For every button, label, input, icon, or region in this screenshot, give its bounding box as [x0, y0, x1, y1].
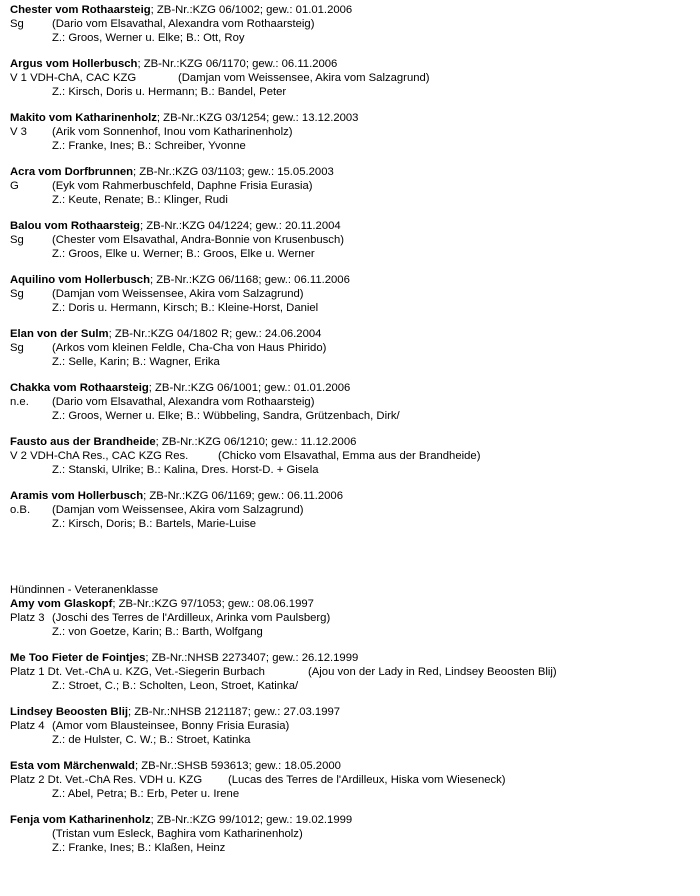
parents: (Amor vom Blausteinsee, Bonny Frisia Eurasia) [52, 720, 290, 732]
grade: o.B. [10, 504, 31, 516]
parents: (Damjan vom Weissensee, Akira vom Salzagrund) [178, 72, 430, 84]
grade: G [10, 180, 19, 192]
registration: ; ZB-Nr.:NHSB 2273407; gew.: 26.12.1999 [145, 652, 359, 664]
grade: Platz 4 [10, 720, 45, 732]
registration: ; ZB-Nr.:NHSB 2121187; gew.: 27.03.1997 [128, 706, 341, 718]
dog-entry-aramis [10, 489, 690, 531]
dog-entry-acra [10, 165, 690, 207]
registration: ; ZB-Nr.:KZG 06/1169; gew.: 06.11.2006 [143, 490, 343, 502]
grade: Platz 2 Dt. Vet.-ChA Res. VDH u. KZG [10, 774, 203, 786]
parents: (Ajou von der Lady in Red, Lindsey Beoosten Blij) [308, 666, 557, 678]
grade: n.e. [10, 396, 29, 408]
registration: ; ZB-Nr.:KZG 99/1012; gew.: 19.02.1999 [150, 814, 353, 826]
dog-entry-me-too [10, 651, 690, 693]
registration: ; ZB-Nr.:KZG 06/1168; gew.: 06.11.2006 [149, 274, 350, 286]
registration: ; ZB-Nr.:KZG 03/1254; gew.: 13.12.2003 [156, 112, 359, 124]
grade: Platz 3 [10, 612, 45, 624]
dog-entry-chester [10, 3, 690, 45]
registration: ; ZB-Nr.:KZG 04/1802 R; gew.: 24.06.2004 [108, 328, 322, 340]
parents: (Dario vom Elsavathal, Alexandra vom Rothaarsteig) [52, 18, 315, 30]
parents: (Tristan vum Esleck, Baghira vom Katharinenholz) [52, 828, 303, 840]
dog-name: Chakka vom Rothaarsteig [10, 382, 149, 394]
breeder: Z.: Groos, Elke u. Werner; B.: Groos, Elke u. Werner [52, 248, 315, 260]
breeder: Z.: Kirsch, Doris u. Hermann; B.: Bandel, Peter [52, 86, 287, 98]
grade: Sg [10, 342, 24, 354]
registration: ; ZB-Nr.:KZG 06/1210; gew.: 11.12.2006 [155, 436, 357, 448]
dog-name: Lindsey Beoosten Blij [10, 706, 129, 718]
dog-name: Fenja vom Katharinenholz [10, 814, 151, 826]
registration: ; ZB-Nr.:KZG 06/1001; gew.: 01.01.2006 [148, 382, 351, 394]
breeder: Z.: Keute, Renate; B.: Klinger, Rudi [52, 194, 228, 206]
registration: ; ZB-Nr.:KZG 03/1103; gew.: 15.05.2003 [133, 166, 334, 178]
dog-name: Argus vom Hollerbusch [10, 58, 138, 70]
dog-name: Fausto aus der Brandheide [10, 436, 156, 448]
breeder: Z.: von Goetze, Karin; B.: Barth, Wolfgang [52, 626, 263, 638]
registration: ; ZB-Nr.:KZG 97/1053; gew.: 08.06.1997 [112, 598, 314, 610]
entry-header [10, 3, 690, 17]
grade: V 2 VDH-ChA Res., CAC KZG Res. [10, 450, 189, 462]
grade: Sg [10, 234, 24, 246]
dog-name: Acra vom Dorfbrunnen [10, 166, 134, 178]
dog-entry-fausto [10, 435, 690, 477]
dog-entry-balou [10, 219, 690, 261]
parents: (Arik vom Sonnenhof, Inou vom Katharinenholz) [52, 126, 293, 138]
parents: (Eyk vom Rahmerbuschfeld, Daphne Frisia Eurasia) [52, 180, 313, 192]
parents: (Arkos vom kleinen Feldle, Cha-Cha von Haus Phirido) [52, 342, 327, 354]
dog-name: Aquilino vom Hollerbusch [10, 274, 150, 286]
grade: V 1 VDH-ChA, CAC KZG [10, 72, 137, 84]
results-page [10, 3, 690, 855]
dog-entry-lindsey [10, 705, 690, 747]
dog-entry-fenja [10, 813, 690, 855]
registration: ; ZB-Nr.:SHSB 593613; gew.: 18.05.2000 [134, 760, 341, 772]
dog-entry-amy [10, 597, 690, 639]
parents: (Chester vom Elsavathal, Andra-Bonnie von Krusenbusch) [52, 234, 344, 246]
dog-name: Me Too Fieter de Fointjes [10, 652, 146, 664]
breeder: Z.: Kirsch, Doris; B.: Bartels, Marie-Luise [52, 518, 257, 530]
breeder: Z.: Stroet, C.; B.: Scholten, Leon, Stroet, Katinka/ [52, 680, 299, 692]
parents: (Chicko vom Elsavathal, Emma aus der Brandheide) [218, 450, 481, 462]
breeder: Z.: Franke, Ines; B.: Schreiber, Yvonne [52, 140, 246, 152]
parents: (Damjan vom Weissensee, Akira vom Salzagrund) [52, 504, 304, 516]
parents: (Lucas des Terres de l'Ardilleux, Hiska vom Wieseneck) [228, 774, 506, 786]
dog-entry-argus [10, 57, 690, 99]
grade: Sg [10, 18, 24, 30]
parents: (Dario vom Elsavathal, Alexandra vom Rothaarsteig) [52, 396, 315, 408]
grade: V 3 [10, 126, 27, 138]
dog-entry-esta [10, 759, 690, 801]
registration: ; ZB-Nr.:KZG 06/1002; gew.: 01.01.2006 [150, 4, 353, 16]
parents: (Damjan vom Weissensee, Akira vom Salzagrund) [52, 288, 304, 300]
dog-entry-chakka [10, 381, 690, 423]
breeder: Z.: Doris u. Hermann, Kirsch; B.: Kleine-Horst, Daniel [52, 302, 319, 314]
dog-entry-aquilino [10, 273, 690, 315]
registration: ; ZB-Nr.:KZG 04/1224; gew.: 20.11.2004 [139, 220, 341, 232]
dog-name: Esta vom Märchenwald [10, 760, 135, 772]
breeder: Z.: Stanski, Ulrike; B.: Kalina, Dres. Horst-D. + Gisela [52, 464, 319, 476]
parents: (Joschi des Terres de l'Ardilleux, Arinka vom Paulsberg) [52, 612, 331, 624]
dog-name: Elan von der Sulm [10, 328, 109, 340]
dog-name: Amy vom Glaskopf [10, 598, 113, 610]
breeder: Z.: Abel, Petra; B.: Erb, Peter u. Irene [52, 788, 240, 800]
section-heading: Hündinnen - Veteranenklasse [10, 584, 159, 596]
breeder: Z.: Groos, Werner u. Elke; B.: Wübbeling, Sandra, Grützenbach, Dirk/ [52, 410, 400, 422]
grade: Platz 1 Dt. Vet.-ChA u. KZG, Vet.-Siegerin Burbach [10, 666, 265, 678]
dog-name: Makito vom Katharinenholz [10, 112, 157, 124]
dog-name: Chester vom Rothaarsteig [10, 4, 151, 16]
breeder: Z.: Franke, Ines; B.: Klaßen, Heinz [52, 842, 226, 854]
breeder: Z.: Selle, Karin; B.: Wagner, Erika [52, 356, 220, 368]
breeder: Z.: de Hulster, C. W.; B.: Stroet, Katinka [52, 734, 251, 746]
dog-entry-elan [10, 327, 690, 369]
registration: ; ZB-Nr.:KZG 06/1170; gew.: 06.11.2006 [137, 58, 338, 70]
dog-entry-makito [10, 111, 690, 153]
breeder: Z.: Groos, Werner u. Elke; B.: Ott, Roy [52, 32, 245, 44]
dog-name: Aramis vom Hollerbusch [10, 490, 144, 502]
grade: Sg [10, 288, 24, 300]
dog-name: Balou vom Rothaarsteig [10, 220, 140, 232]
